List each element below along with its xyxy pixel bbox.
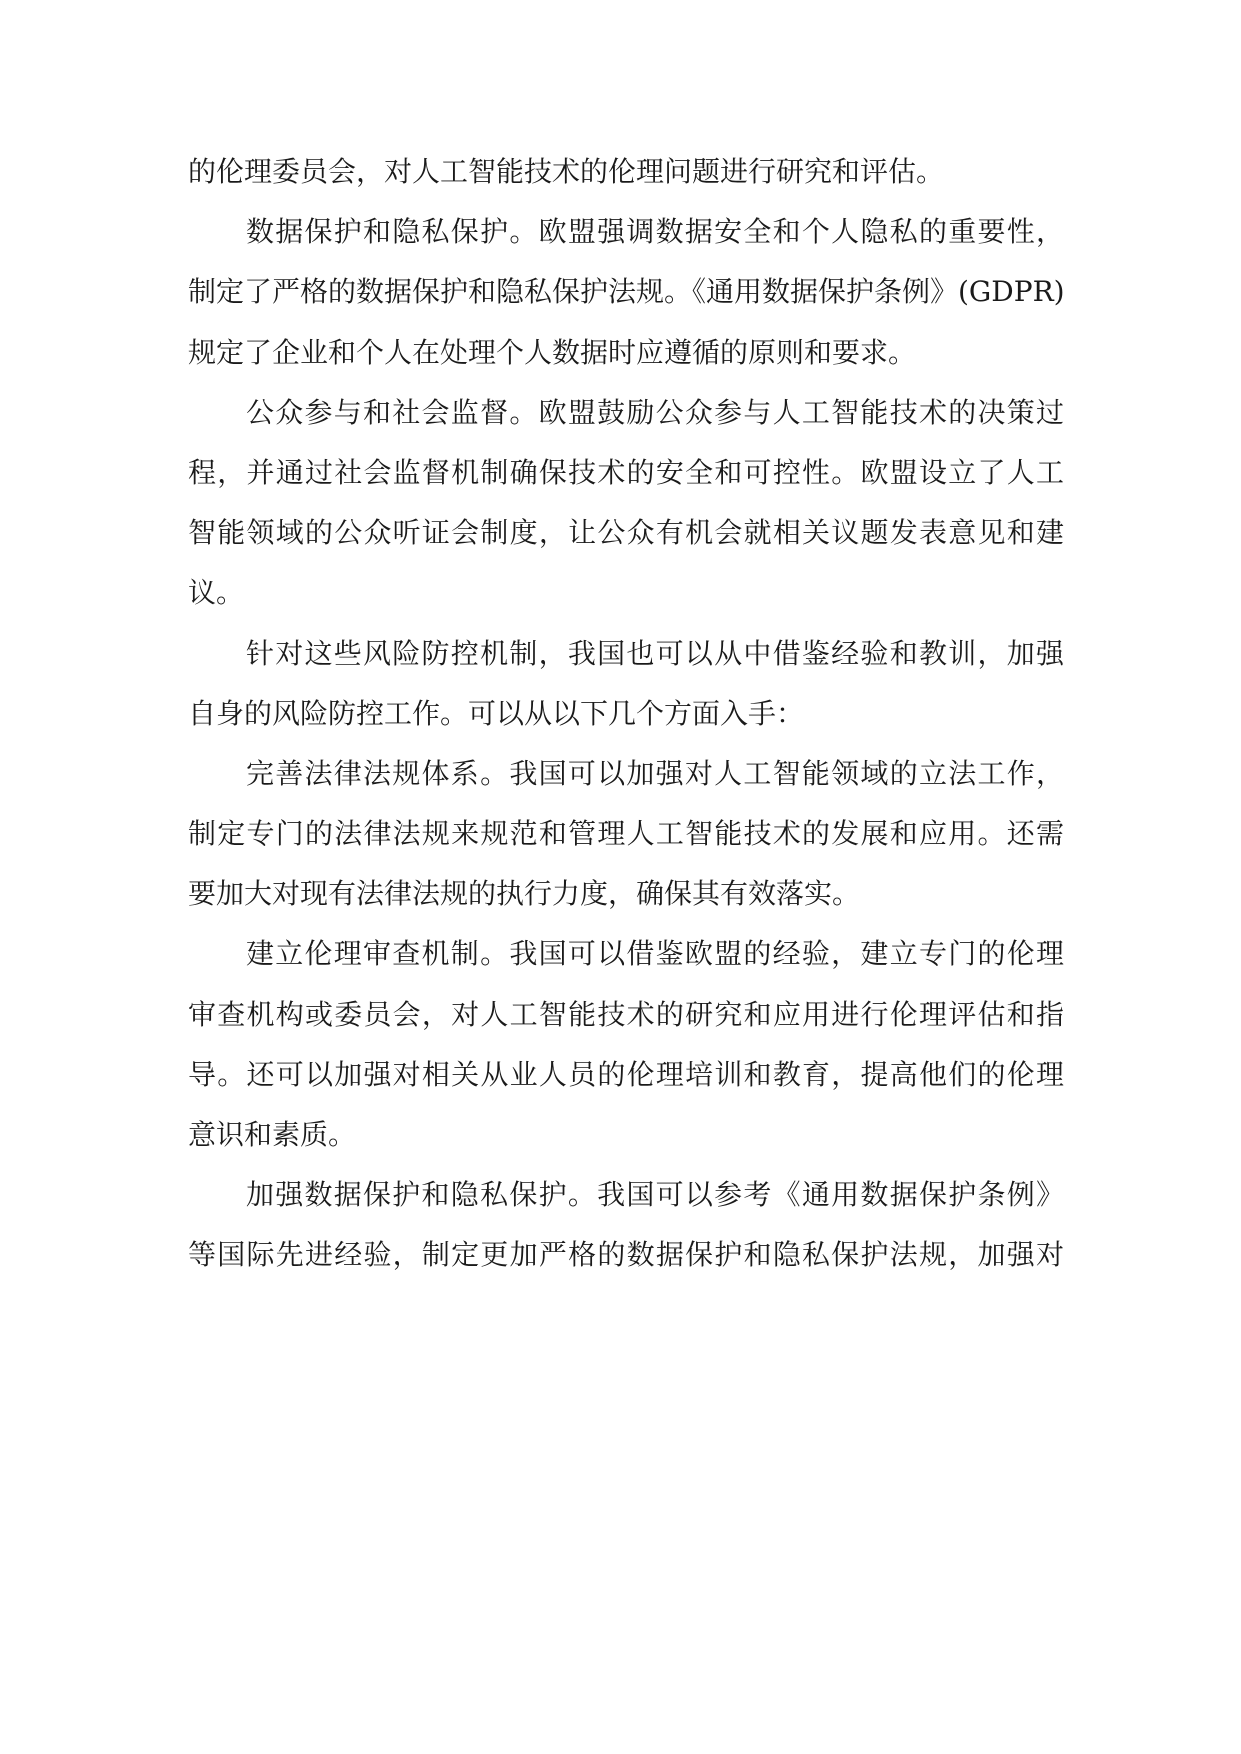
text-line: 要加大对现有法律法规的执行力度，确保其有效落实。	[188, 877, 861, 911]
text-line: 针对这些风险防控机制，我国也可以从中借鉴经验和教训，加强	[246, 636, 1064, 670]
text-line: 意识和素质。	[188, 1118, 357, 1151]
text-line: 制定了严格的数据保护和隐私保护法规。《通用数据保护条例》(GDPR)	[188, 275, 1065, 309]
text-line: 导。还可以加强对相关从业人员的伦理培训和教育，提高他们的伦理	[188, 1057, 1064, 1091]
text-line: 的伦理委员会，对人工智能技术的伦理问题进行研究和评估。	[188, 155, 945, 188]
document-body	[188, 142, 1064, 1286]
text-line: 完善法律法规体系。我国可以加强对人工智能领域的立法工作，	[246, 756, 1064, 790]
text-line: 制定专门的法律法规来规范和管理人工智能技术的发展和应用。还需	[188, 817, 1064, 851]
text-line: 议。	[188, 576, 245, 610]
text-line: 数据保护和隐私保护。欧盟强调数据安全和个人隐私的重要性，	[246, 215, 1064, 249]
text-line: 规定了企业和个人在处理个人数据时应遵循的原则和要求。	[188, 335, 917, 369]
text-line: 等国际先进经验，制定更加严格的数据保护和隐私保护法规，加强对	[188, 1238, 1064, 1272]
text-line: 加强数据保护和隐私保护。我国可以参考《通用数据保护条例》	[246, 1178, 1064, 1212]
text-line: 自身的风险防控工作。可以从以下几个方面入手：	[188, 696, 805, 730]
text-line: 审查机构或委员会，对人工智能技术的研究和应用进行伦理评估和指	[188, 997, 1064, 1031]
text-line: 公众参与和社会监督。欧盟鼓励公众参与人工智能技术的决策过	[246, 395, 1064, 429]
text-line: 智能领域的公众听证会制度，让公众有机会就相关议题发表意见和建	[188, 516, 1064, 550]
text-line: 程，并通过社会监督机制确保技术的安全和可控性。欧盟设立了人工	[188, 455, 1064, 489]
text-line: 建立伦理审查机制。我国可以借鉴欧盟的经验，建立专门的伦理	[246, 937, 1064, 971]
